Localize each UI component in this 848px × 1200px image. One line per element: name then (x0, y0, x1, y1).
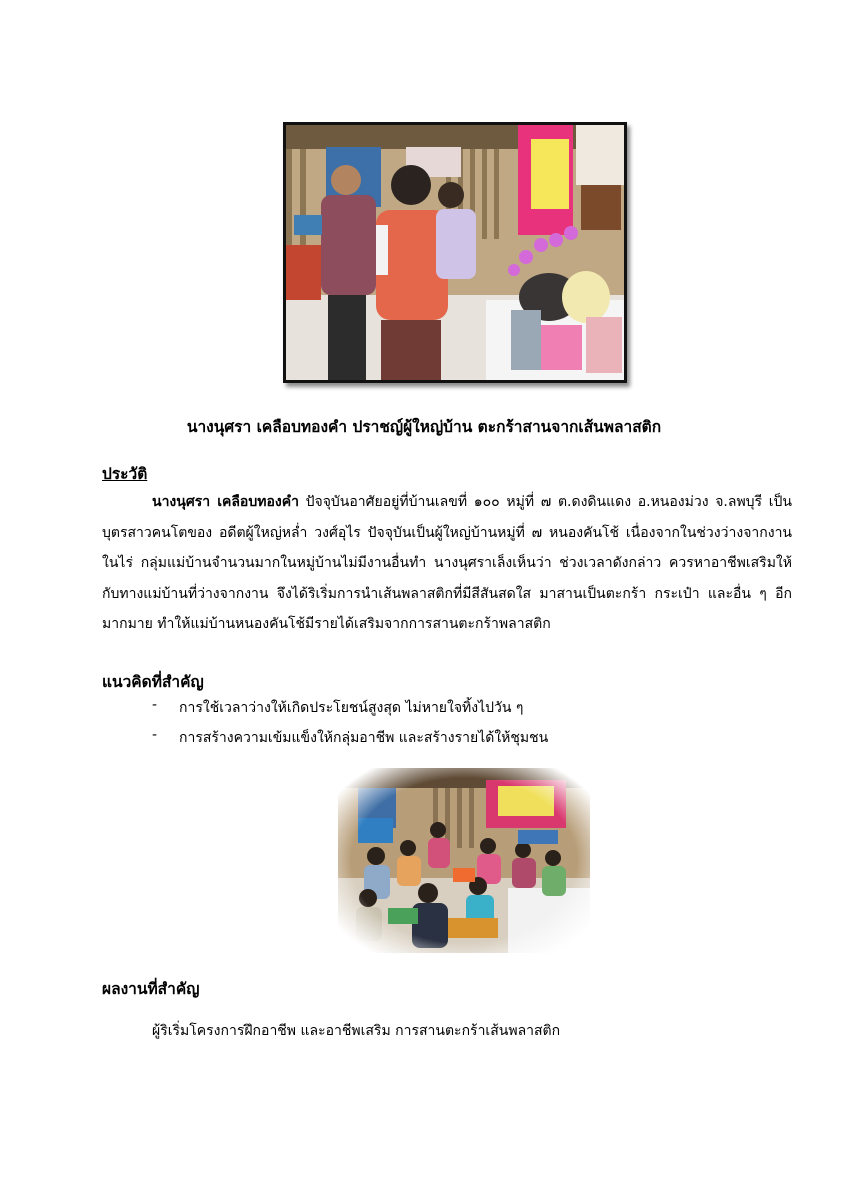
concept-item (152, 727, 548, 749)
photo-group-weaving (338, 768, 590, 953)
photo-basket-display (283, 122, 627, 383)
bullet-dash: - (152, 697, 158, 713)
concept-item-text: การสร้างความเข้มแข็งให้กลุ่มอาชีพ และสร้างรายได้ให้ชุมชน (179, 730, 549, 746)
concept-heading: แนวคิดที่สำคัญ (102, 673, 204, 691)
results-heading: ผลงานที่สำคัญ (102, 980, 200, 998)
concept-item-text: การใช้เวลาว่างให้เกิดประโยชน์สูงสุด ไม่หายใจทิ้งไปวัน ๆ (179, 700, 524, 716)
history-name: นางนุศรา เคลือบทองคำ (152, 494, 299, 510)
photo-group-weaving-image (338, 768, 590, 953)
results-text: ผู้ริเริ่มโครงการฝึกอาชีพ และอาชีพเสริม การสานตะกร้าเส้นพลาสติก (152, 1023, 561, 1039)
history-paragraph (102, 487, 792, 640)
photo-basket-display-image (286, 125, 624, 380)
history-heading: ประวัติ (102, 465, 148, 483)
history-body: ปัจจุบันอาศัยอยู่ที่บ้านเลขที่ ๑๐๐ หมู่ที่ ๗ ต.ดงดินแดง อ.หนองม่วง จ.ลพบุรี เป็นบุตรสาวคนโตของ อดีตผู้ใหญ่หล่ำ วงศ์อุไร ปัจจุบันเป็นผู้ใหญ่บ้านหมู่ที่ ๗ หนองคันโช้ เนื่องจากในช่วงว่างจากงานในไร่ กลุ่มแม่บ้านจำนวนมากในหมู่บ้านไม่มีงานอื่นทำ นางนุศราเล็งเห็นว่า ช่วงเวลาดังกล่าว ควรหาอาชีพเสริมให้กับทางแม่บ้านที่ว่างจากงาน จึงได้ริเริ่มการนำเส้นพลาสติกที่มีสีสันสดใส มาสานเป็นตะกร้า กระเป๋า และอื่น ๆ อีกมากมาย ทำให้แม่บ้านหนองคันโช้มีรายได้เสริมจากการสานตะกร้าพลาสติก (102, 494, 792, 632)
photo-caption: นางนุศรา เคลือบทองคำ ปราชญ์ผู้ใหญ่บ้าน ตะกร้าสานจากเส้นพลาสติก (186, 418, 662, 436)
concept-item (152, 697, 523, 719)
bullet-dash: - (152, 727, 158, 743)
